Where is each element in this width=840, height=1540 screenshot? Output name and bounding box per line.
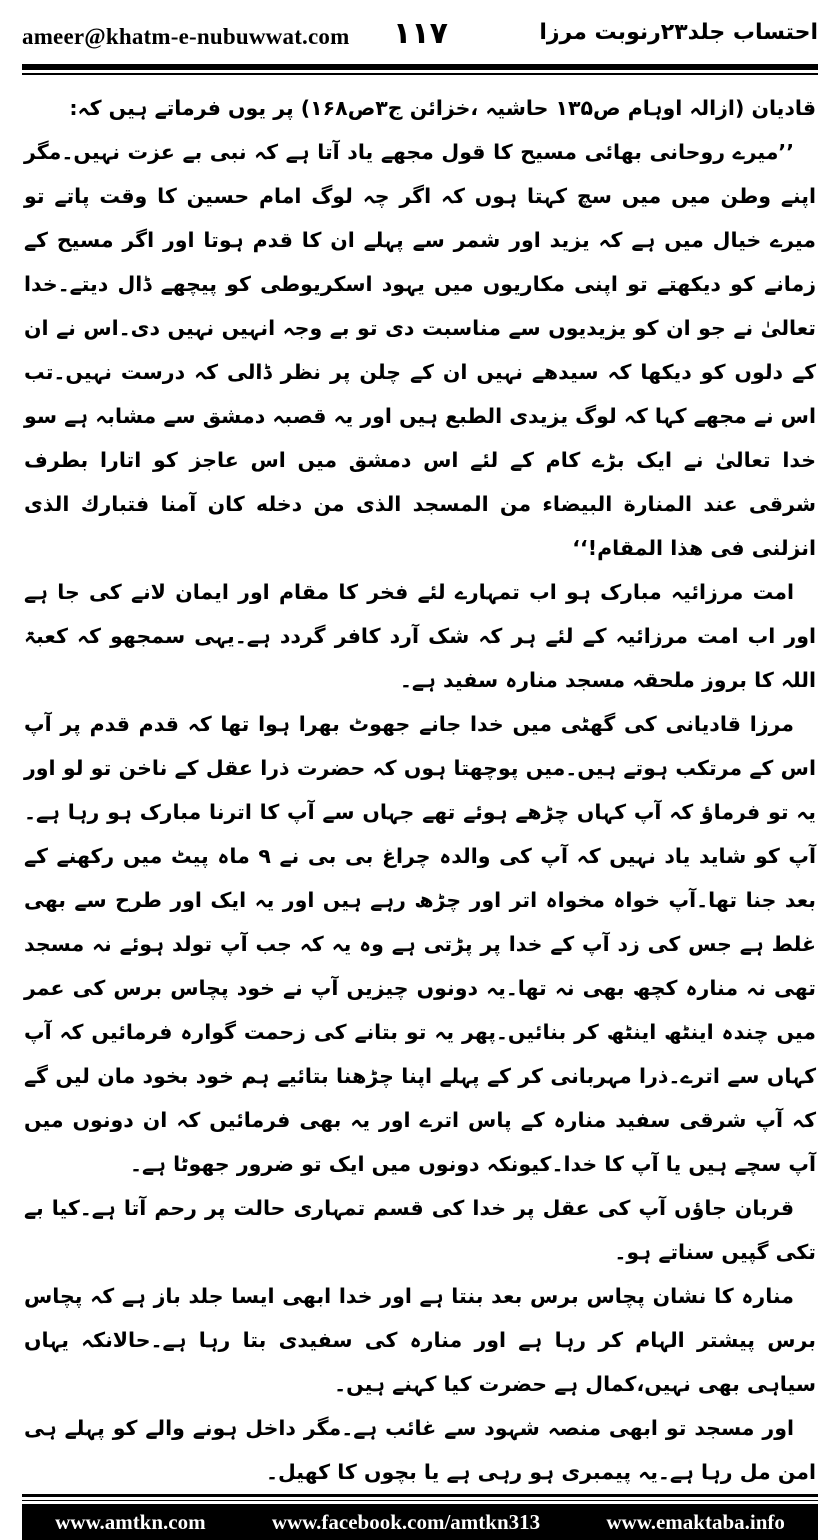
- page-header: [22, 10, 818, 58]
- header-rule-thin: [22, 73, 818, 75]
- footer-link-amtkn[interactable]: www.amtkn.com: [55, 1509, 206, 1534]
- footer-rule: [22, 1494, 818, 1497]
- header-rule-thick: [22, 64, 818, 70]
- footer-rule-thin: [22, 1500, 818, 1501]
- header-email: ameer@khatm-e-nubuwwat.com: [22, 24, 350, 49]
- quote-arabic: بطرف شرقی عند المنارة البیضاء من المسجد الذی من دخله کان آمنا فتبارك الذی انزلنی فی هذا المقام!‘‘: [24, 448, 816, 560]
- intro-line: قادیان (ازالہ اوہام ص۱۳۵ حاشیہ ،خزائن ج۳ص۱۶۸) پر یوں فرماتے ہیں کہ:: [69, 96, 816, 120]
- footer-link-facebook[interactable]: www.facebook.com/amtkn313: [271, 1509, 541, 1534]
- book-title: احتساب جلد۲۳رنوبت مرزا: [539, 20, 818, 45]
- paragraph-4: منارہ کا نشان پچاس برس بعد بنتا ہے اور خدا ابھی ایسا جلد باز ہے کہ پچاس برس پیشتر الہام کر رہا ہے اور منارہ کی سفیدی بتا رہا ہے۔حالانکہ یہاں سیاہی بھی نہیں،کمال ہے حضرت کیا کہنے ہیں۔: [24, 1284, 816, 1396]
- paragraph-5: اور مسجد تو ابھی منصہ شہود سے غائب ہے۔مگر داخل ہونے والے کو پہلے ہی امن مل رہا ہے۔یہ پیمبری ہو رہی ہے یا بچوں کا کھیل۔: [24, 1416, 816, 1484]
- paragraph-1: امت مرزائیہ مبارک ہو اب تمہارے لئے فخر کا مقام اور ایمان لانے کی جا ہے اور اب امت مرزائیہ کے لئے ہر کہ شک آرد کافر گردد ہے۔یہی سمجھو کہ کعبۃ اللہ کا بروز ملحقہ مسجد منارہ سفید ہے۔: [24, 580, 816, 692]
- footer-link-emaktaba[interactable]: www.emaktaba.info: [606, 1509, 785, 1534]
- paragraph-3: قربان جاؤں آپ کی عقل پر خدا کی قسم تمہاری حالت پر رحم آتا ہے۔کیا بے تکی گپیں سناتے ہو۔: [24, 1196, 816, 1264]
- paragraph-2: مرزا قادیانی کی گھٹی میں خدا جانے جھوٹ بھرا ہوا تھا کہ قدم قدم پر آپ اس کے مرتکب ہوتے ہیں۔میں پوچھتا ہوں کہ حضرت ذرا عقل کے ناخن تو لو اور یہ تو فرماؤ کہ آپ کہاں چڑھے ہوئے تھے جہاں سے آپ کا اترنا مبارک ہو رہا ہے۔آپ کو شاید یاد نہیں کہ آپ کی والدہ چراغ بی بی نے ۹ ماہ پیٹ میں رکھنے کے بعد جنا تھا۔آپ خواہ مخواہ اتر اور چڑھ رہے ہیں اور یہ ایک اور طرح سے بھی غلط ہے جس کی زد آپ کے خدا پر پڑتی ہے وہ یہ کہ جب آپ تولد ہوئے نہ مسجد تھی نہ منارہ کچھ بھی نہ تھا۔یہ دونوں چیزیں آپ نے خود پچاس برس کی عمر میں چندہ اینٹھ اینٹھ کر بنائیں۔پھر یہ تو بتانے کی زحمت گوارہ فرمائیں کہ آپ کہاں سے اترے۔ذرا مہربانی کر کے پہلے اپنا چڑھنا بتائیے ہم خود بخود مان لیں گے کہ آپ شرقی سفید منارہ کے پاس اترے اور یہ بھی فرمائیں کہ ان دونوں میں آپ سچے ہیں یا آپ کا خدا۔کیونکہ دونوں میں ایک تو ضرور جھوٹا ہے۔: [24, 712, 816, 1176]
- quote-text: ’’میرے روحانی بھائی مسیح کا قول مجھے یاد آتا ہے کہ نبی بے عزت نہیں۔مگر اپنے وطن میں میں سچ کہتا ہوں کہ اگر چہ لوگ امام حسین کا وقت پاتے تو میرے خیال میں ہے کہ یزید اور شمر سے پہلے ان کا قدم ہوتا اور اگر مسیح کے زمانے کو دیکھتے تو اپنی مکاریوں میں یہود اسکریوطی کو پیچھے ڈال دیتے۔خدا تعالیٰ نے جو ان کو یزیدیوں سے مناسبت دی تو بے وجہ انہیں نہیں دی۔اس نے ان کے دلوں کو دیکھا کہ سیدھے نہیں ان کے چلن پر نظر ڈالی کہ درست نہیں۔تب اس نے مجھے کہا کہ لوگ یزیدی الطبع ہیں اور یہ قصبہ دمشق سے مشابہ ہے سو خدا تعالیٰ نے ایک بڑے کام کے لئے اس دمشق میں اس عاجز کو اتارا: [23, 140, 816, 472]
- page-body: [24, 86, 816, 1494]
- page-footer: [22, 1504, 818, 1540]
- page-number: ۱۱۷: [393, 16, 448, 51]
- quote-block: [24, 130, 816, 570]
